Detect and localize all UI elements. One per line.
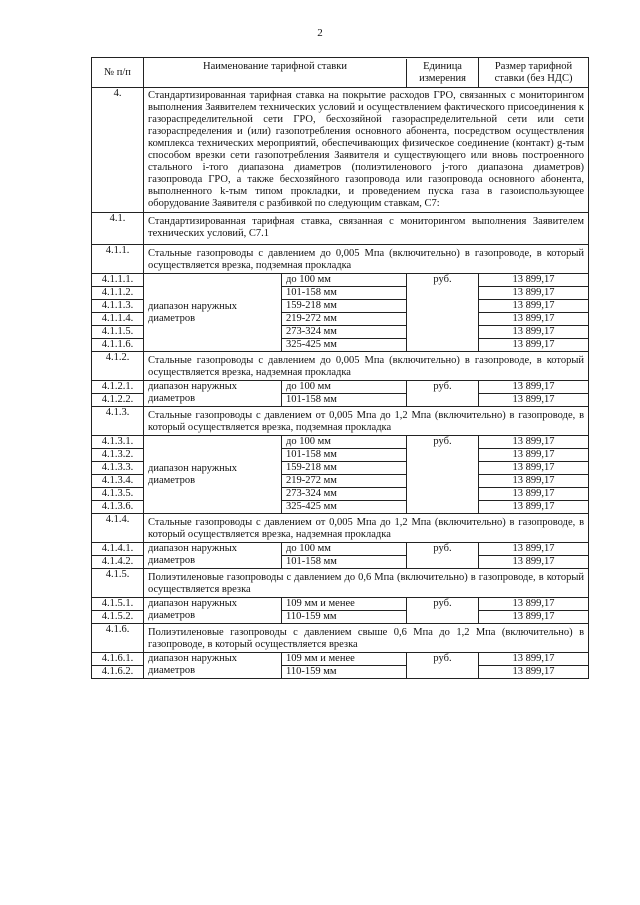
row-num: 4.1.3.6.: [92, 501, 144, 514]
page-number: 2: [317, 27, 323, 39]
subsection-row: [92, 213, 589, 245]
diameter-cell: до 100 мм: [282, 381, 407, 394]
diameter-cell: 101-158 мм: [282, 556, 407, 569]
diameter-cell: 159-218 мм: [282, 300, 407, 313]
unit-cell: руб.: [407, 436, 479, 514]
group-num: 4.1.5.: [92, 569, 144, 598]
header-name-label: Наименование тарифной ставки: [203, 60, 347, 72]
header-num: № п/п: [92, 58, 144, 88]
rate-cell: 13 899,17: [479, 313, 589, 326]
table-row: [92, 653, 589, 666]
diameter-cell: до 100 мм: [282, 436, 407, 449]
diameter-cell: 101-158 мм: [282, 449, 407, 462]
table-row: [92, 381, 589, 394]
table-header-row: [92, 58, 589, 88]
row-num: 4.1.3.1.: [92, 436, 144, 449]
range-label: диапазон наружных диаметров: [144, 436, 282, 514]
diameter-cell: 159-218 мм: [282, 462, 407, 475]
row-num: 4.1.3.3.: [92, 462, 144, 475]
group-text: Стальные газопроводы с давлением от 0,005 Мпа до 1,2 Мпа (включительно) в газопроводе, в который осуществляется врезка, надземная прокладка: [144, 514, 589, 543]
row-num: 4.1.3.4.: [92, 475, 144, 488]
diameter-cell: 325-425 мм: [282, 339, 407, 352]
group-num: 4.1.6.: [92, 624, 144, 653]
rate-cell: 13 899,17: [479, 611, 589, 624]
section-row: [92, 88, 589, 213]
group-num: 4.1.3.: [92, 407, 144, 436]
rate-cell: 13 899,17: [479, 326, 589, 339]
row-num: 4.1.2.1.: [92, 381, 144, 394]
rate-cell: 13 899,17: [479, 449, 589, 462]
row-num: 4.1.3.5.: [92, 488, 144, 501]
range-label: диапазон наружных диаметров: [144, 274, 282, 352]
diameter-cell: 273-324 мм: [282, 326, 407, 339]
row-num: 4.1.1.1.: [92, 274, 144, 287]
row-num: 4.1.3.2.: [92, 449, 144, 462]
rate-cell: 13 899,17: [479, 381, 589, 394]
diameter-cell: 219-272 мм: [282, 475, 407, 488]
row-num: 4.1.1.3.: [92, 300, 144, 313]
diameter-cell: 273-324 мм: [282, 488, 407, 501]
diameter-cell: 325-425 мм: [282, 501, 407, 514]
diameter-cell: 219-272 мм: [282, 313, 407, 326]
group-text: Полиэтиленовые газопроводы с давлением до 0,6 Мпа (включительно) в газопроводе, в который осуществляется врезка: [144, 569, 589, 598]
rate-cell: 13 899,17: [479, 666, 589, 679]
rate-cell: 13 899,17: [479, 274, 589, 287]
range-label: диапазон наружных диаметров: [144, 653, 282, 679]
row-num: 4.1.1.2.: [92, 287, 144, 300]
group-num: 4.1.1.: [92, 245, 144, 274]
rate-cell: 13 899,17: [479, 300, 589, 313]
group-row: [92, 352, 589, 381]
rate-cell: 13 899,17: [479, 436, 589, 449]
subsection-text: Стандартизированная тарифная ставка, связанная с мониторингом выполнения Заявителем технических условий, С7.1: [144, 213, 589, 245]
rate-cell: 13 899,17: [479, 287, 589, 300]
header-name: [144, 58, 479, 88]
rate-cell: 13 899,17: [479, 488, 589, 501]
unit-cell: руб.: [407, 274, 479, 352]
range-label: диапазон наружных диаметров: [144, 543, 282, 569]
group-text: Стальные газопроводы с давлением до 0,005 Мпа (включительно) в газопроводе, в который осуществляется врезка, подземная прокладка: [144, 245, 589, 274]
diameter-cell: 109 мм и менее: [282, 598, 407, 611]
rate-cell: 13 899,17: [479, 462, 589, 475]
diameter-cell: 109 мм и менее: [282, 653, 407, 666]
table-body: [92, 88, 589, 679]
range-label: диапазон наружных диаметров: [144, 598, 282, 624]
row-num: 4.1.4.1.: [92, 543, 144, 556]
group-row: [92, 569, 589, 598]
group-text: Стальные газопроводы с давлением до 0,005 Мпа (включительно) в газопроводе, в который осуществляется врезка, надземная прокладка: [144, 352, 589, 381]
table-row: [92, 598, 589, 611]
row-num: 4.1.5.2.: [92, 611, 144, 624]
unit-cell: руб.: [407, 653, 479, 679]
diameter-cell: 110-159 мм: [282, 611, 407, 624]
unit-cell: руб.: [407, 598, 479, 624]
row-num: 4.1.5.1.: [92, 598, 144, 611]
header-unit: Единица измерения: [406, 59, 478, 87]
diameter-cell: до 100 мм: [282, 543, 407, 556]
tariff-table: [91, 57, 589, 679]
group-row: [92, 407, 589, 436]
section-text: Стандартизированная тарифная ставка на покрытие расходов ГРО, связанных с мониторингом выполнения Заявителем технических условий и осуществлением фактического присоединения к газораспределительной сети ГРО, бесхозяйной газораспределительной сети или сети газораспределения и (или) газопотребления основного абонента, посредством осуществления комплекса технических мероприятий, обеспечивающих физическое соединение (контакт) g-тым способом врезки сети газопотребления Заявителя и существующего или вновь построенного стального i-того диапазона диаметров (полиэтиленового j-того диапазона диаметров) газопровода ГРО, а также бесхозяйного газопровода или газопровода основного абонента, выполненного k-тым типом прокладки, и проведением пуска газа в газоиспользующее оборудование Заявителя с разбивкой по следующим ставкам, С7:: [144, 88, 589, 213]
table-row: [92, 274, 589, 287]
unit-cell: руб.: [407, 543, 479, 569]
header-rate: Размер тарифной ставки (без НДС): [479, 58, 589, 88]
group-num: 4.1.2.: [92, 352, 144, 381]
diameter-cell: 101-158 мм: [282, 394, 407, 407]
row-num: 4.1.1.6.: [92, 339, 144, 352]
row-num: 4.1.6.2.: [92, 666, 144, 679]
row-num: 4.1.1.5.: [92, 326, 144, 339]
rate-cell: 13 899,17: [479, 339, 589, 352]
rate-cell: 13 899,17: [479, 543, 589, 556]
range-label: диапазон наружных диаметров: [144, 381, 282, 407]
section-num: 4.: [92, 88, 144, 213]
row-num: 4.1.1.4.: [92, 313, 144, 326]
row-num: 4.1.6.1.: [92, 653, 144, 666]
diameter-cell: 101-158 мм: [282, 287, 407, 300]
subsection-num: 4.1.: [92, 213, 144, 245]
group-row: [92, 624, 589, 653]
table-row: [92, 543, 589, 556]
group-row: [92, 514, 589, 543]
rate-cell: 13 899,17: [479, 394, 589, 407]
diameter-cell: 110-159 мм: [282, 666, 407, 679]
rate-cell: 13 899,17: [479, 556, 589, 569]
group-text: Стальные газопроводы с давлением от 0,005 Мпа до 1,2 Мпа (включительно) в газопроводе, в который осуществляется врезка, подземная прокладка: [144, 407, 589, 436]
rate-cell: 13 899,17: [479, 475, 589, 488]
diameter-cell: до 100 мм: [282, 274, 407, 287]
group-text: Полиэтиленовые газопроводы с давлением свыше 0,6 Мпа до 1,2 Мпа (включительно) в газопроводе, в который осуществляется врезка: [144, 624, 589, 653]
unit-cell: руб.: [407, 381, 479, 407]
rate-cell: 13 899,17: [479, 653, 589, 666]
group-num: 4.1.4.: [92, 514, 144, 543]
rate-cell: 13 899,17: [479, 501, 589, 514]
row-num: 4.1.2.2.: [92, 394, 144, 407]
table-row: [92, 436, 589, 449]
rate-cell: 13 899,17: [479, 598, 589, 611]
group-row: [92, 245, 589, 274]
row-num: 4.1.4.2.: [92, 556, 144, 569]
